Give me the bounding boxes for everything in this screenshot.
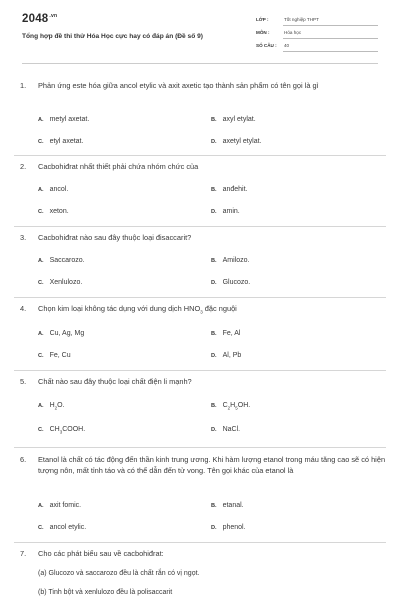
option-text: etyl axetat. (49, 138, 84, 145)
question-text: Cacbohiđrat nào sau đây thuộc loại đisaccarit? (38, 233, 192, 242)
option-letter: C. (38, 139, 44, 145)
logo-suffix: .vn (49, 13, 58, 20)
option-text: amin. (222, 208, 240, 215)
option-text: Cu, Ag, Mg (49, 330, 85, 337)
option-a[interactable] (38, 502, 81, 509)
question-number: 5. (20, 377, 27, 386)
option-b[interactable] (211, 257, 249, 264)
question-text: Chất nào sau đây thuộc loại chất điện li mạnh? (38, 377, 192, 386)
option-letter: D. (211, 427, 217, 433)
option-b[interactable] (211, 402, 250, 410)
question-number: 2. (20, 162, 27, 171)
meta-grade-value: Tốt nghiệp THPT (284, 17, 319, 22)
option-letter: B. (211, 187, 217, 193)
option-text: axetyl etylat. (222, 138, 262, 145)
option-letter: C. (38, 427, 44, 433)
option-text: Amilozo. (222, 257, 250, 264)
option-letter: A. (38, 187, 44, 193)
option-c[interactable] (38, 208, 69, 215)
option-d[interactable] (211, 279, 250, 286)
option-letter: C. (38, 353, 44, 359)
option-c[interactable] (38, 426, 85, 434)
statement-b: (b) Tinh bột và xenlulozo đều là polisaccarit (38, 589, 173, 596)
question-number: 1. (20, 81, 27, 90)
option-text: Al, Pb (222, 352, 242, 359)
option-text: Glucozo. (222, 279, 251, 286)
meta-subject-key: MÔN : (256, 30, 270, 35)
header-divider (22, 63, 378, 64)
question-text: Phản ứng este hóa giữa ancol etylic và axit axetic tạo thành sản phẩm có tên gọi là gì (38, 81, 319, 90)
option-letter: D. (211, 353, 217, 359)
option-letter: A. (38, 403, 44, 409)
option-letter: B. (211, 403, 217, 409)
option-a[interactable] (38, 330, 84, 337)
option-b[interactable] (211, 502, 244, 509)
statement-a: (a) Glucozo và saccarozo đều là chất rắn có vị ngọt. (38, 570, 200, 577)
option-letter: D. (211, 525, 217, 531)
meta-count-value: 40 (284, 43, 290, 48)
option-text: Fe, Cu (49, 352, 71, 359)
question-number: 4. (20, 304, 27, 313)
option-a[interactable] (38, 186, 68, 193)
question-separator (14, 542, 386, 543)
option-text: xeton. (49, 208, 69, 215)
question-text: Cacbohiđrat nhất thiết phải chứa nhóm chức của (38, 162, 199, 171)
option-text: axyl etylat. (222, 116, 256, 123)
option-text: ancol. (49, 186, 69, 193)
question-separator (14, 297, 386, 298)
option-text: phenol. (222, 524, 246, 531)
option-b[interactable] (211, 186, 248, 193)
option-c[interactable] (38, 352, 71, 359)
option-text: Xenlulozo. (49, 279, 83, 286)
formula-part: O. (57, 402, 65, 409)
option-text: ancol etylic. (49, 524, 87, 531)
question-separator (14, 226, 386, 227)
option-d[interactable] (211, 138, 262, 145)
question-separator (14, 155, 386, 156)
option-a[interactable] (38, 257, 85, 264)
option-letter: B. (211, 331, 217, 337)
logo (22, 13, 57, 25)
option-letter: D. (211, 139, 217, 145)
option-d[interactable] (211, 524, 246, 531)
option-text: anđehit. (222, 186, 248, 193)
option-letter: C. (38, 525, 44, 531)
option-d[interactable] (211, 208, 240, 215)
question-text-part: Chọn kim loại không tác dụng với dung dịch HNO (38, 304, 201, 313)
formula-part: H (230, 402, 236, 409)
meta-subject-value: Hóa học (284, 30, 302, 35)
question-text: Cho các phát biểu sau về cacbohiđrat: (38, 549, 164, 558)
question-text-subscript: 3 (200, 309, 203, 315)
option-letter: A. (38, 331, 44, 337)
question-text: Etanol là chất có tác động đến thần kinh trung ương. Khi hàm lượng etanol trong máu tăng cao sẽ có hiện tượng nôn, mất tỉnh táo và có thể dẫn đến tử vong. Tên gọi khác của etanol là (38, 455, 386, 475)
meta-underline (283, 25, 378, 26)
option-letter: B. (211, 117, 217, 123)
formula-subscript: 2 (227, 405, 231, 411)
option-letter: C. (38, 209, 44, 215)
question-separator (14, 447, 386, 448)
question-number: 6. (20, 455, 27, 464)
option-c[interactable] (38, 524, 86, 531)
option-text: axit fomic. (49, 502, 82, 509)
option-a[interactable] (38, 116, 89, 123)
formula-part: COOH. (62, 426, 86, 433)
option-letter: D. (211, 280, 217, 286)
formula-part: H (49, 402, 55, 409)
option-text: etanal. (222, 502, 244, 509)
logo-text: 2048 (22, 13, 49, 25)
formula-subscript: 5 (235, 405, 238, 411)
option-text: Saccarozo. (49, 257, 85, 264)
formula-part: CH (49, 426, 60, 433)
formula-part: C (222, 402, 228, 409)
formula-subscript: 2 (54, 405, 58, 411)
document-header (0, 0, 400, 58)
document-title: Tổng hợp đề thi thử Hóa Học cực hay có đáp án (Đề số 9) (22, 33, 203, 40)
option-d[interactable] (211, 426, 240, 433)
option-c[interactable] (38, 138, 83, 145)
option-letter: D. (211, 209, 217, 215)
formula-subscript: 3 (59, 429, 63, 435)
question-number: 7. (20, 549, 27, 558)
question-separator (14, 370, 386, 371)
option-letter: A. (38, 503, 44, 509)
question-text-part: đặc nguội (202, 304, 237, 313)
option-text: Fe, Al (222, 330, 241, 337)
option-text: metyl axetat. (49, 116, 90, 123)
option-letter: B. (211, 503, 217, 509)
option-b[interactable] (211, 330, 241, 337)
option-b[interactable] (211, 116, 256, 123)
question-text (38, 304, 392, 318)
option-letter: B. (211, 258, 217, 264)
meta-underline (283, 51, 378, 52)
question-number: 3. (20, 233, 27, 242)
option-letter: C. (38, 280, 44, 286)
option-letter: A. (38, 117, 44, 123)
option-d[interactable] (211, 352, 241, 359)
option-letter: A. (38, 258, 44, 264)
meta-count-key: SỐ CÂU : (256, 43, 277, 48)
option-c[interactable] (38, 279, 82, 286)
formula-part: OH. (237, 402, 251, 409)
option-text: NaCl. (222, 426, 241, 433)
meta-grade-key: LỚP : (256, 17, 269, 22)
option-a[interactable] (38, 402, 65, 410)
meta-underline (283, 38, 378, 39)
